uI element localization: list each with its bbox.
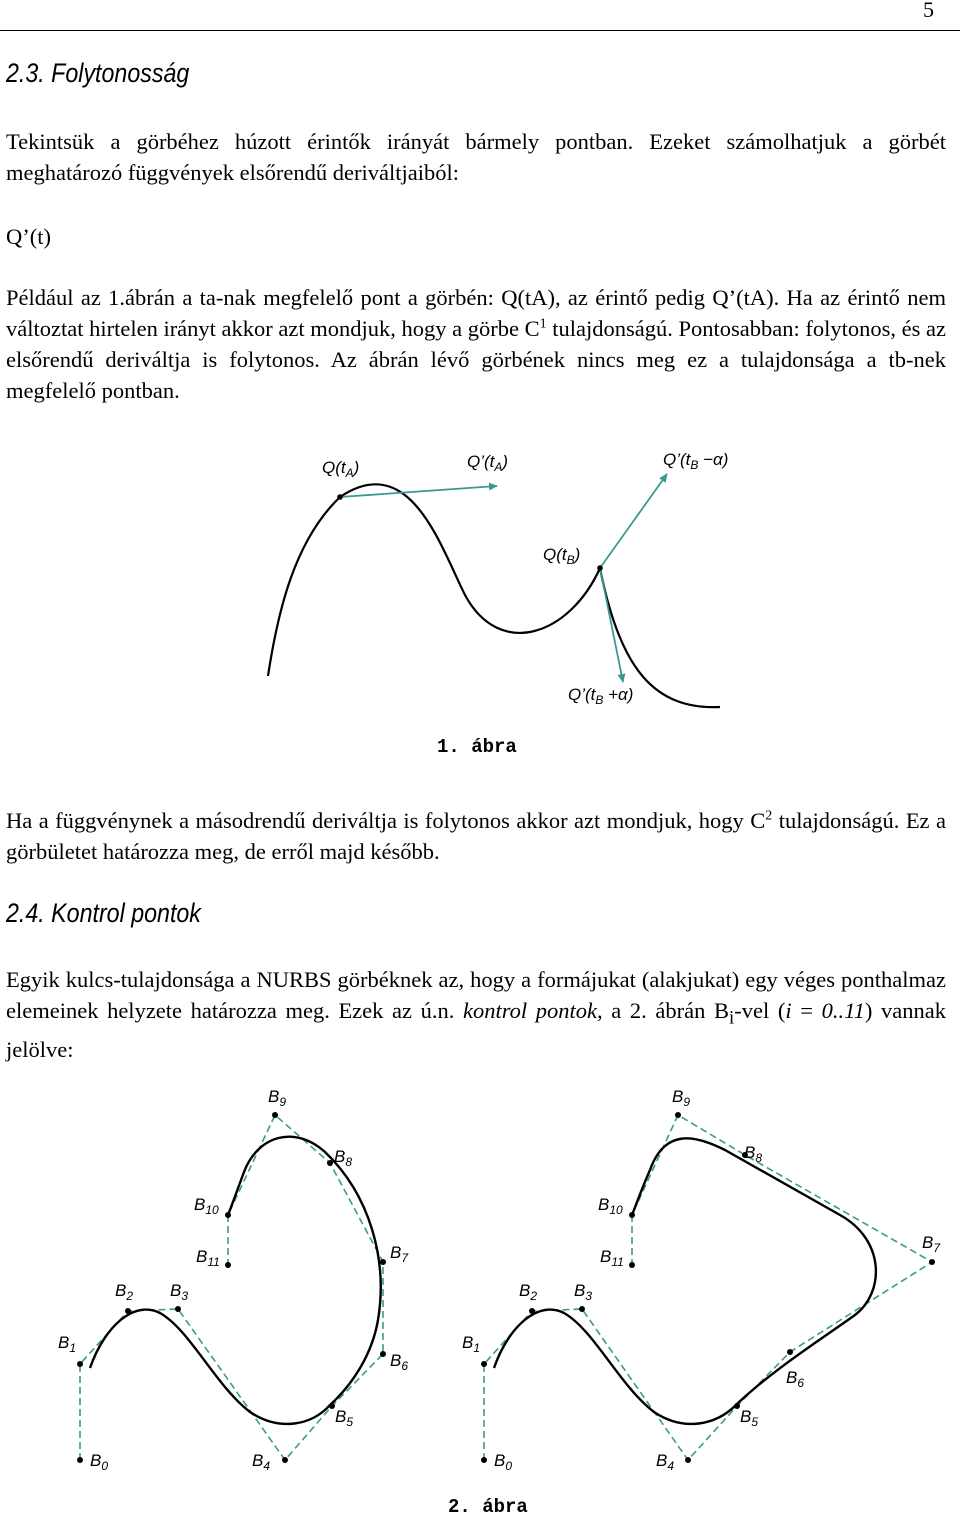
point-qtb: [597, 565, 603, 571]
label-b0-left: $B_0$: [90, 1451, 109, 1473]
label-b6-right: $B_6$: [786, 1368, 805, 1390]
label-b1-left: $B_1$: [58, 1333, 77, 1355]
label-b3-left: $B_3$: [170, 1281, 189, 1303]
nurbs-curve-right: [494, 1138, 876, 1424]
label-b3-right: $B_3$: [574, 1281, 593, 1303]
label-b6-left: $B_6$: [390, 1351, 409, 1373]
figure-1-curve-diagram: [200, 420, 760, 740]
label-b4-right: $B_4$: [656, 1451, 675, 1473]
label-b7-right: $B_7$: [922, 1233, 941, 1255]
label-b11-right: $B_{11}$: [600, 1247, 624, 1269]
paragraph-c1: Például az 1.ábrán a ta-nak megfelelő pont a görbén: Q(tA), az érintő pedig Q’(tA). Ha az érintő nem változtat hirtelen irányt akkor azt mondjuk, hogy a görbe $C^1$ tulajdonságú. Pontosabban: folytonos, és az elsőrendű deriváltja is folytonos. Az ábrán lévő görbének nincs meg ez a tulajdonsága a tb-nek megfelelő pontban.: [6, 285, 946, 403]
tangent-arrow-qta: [340, 486, 497, 497]
label-b11-left: $B_{11}$: [196, 1247, 220, 1269]
label-b9-left: $B_9$: [268, 1087, 287, 1109]
figure-2-control-points-diagram: [0, 1075, 960, 1495]
figure-2-caption: 2. ábra: [448, 1496, 528, 1518]
section-heading-control-points: 2.4. Kontrol pontok: [6, 898, 201, 928]
label-b7-left: $B_7$: [390, 1243, 409, 1265]
label-b2-right: $B_2$: [519, 1281, 538, 1303]
paragraph-tangents: Tekintsük a görbéhez húzott érintők irányát bármely pontban. Ezeket számolhatjuk a görbét meghatározó függvények elsőrendű deriváltjaiból:: [6, 129, 946, 185]
point-qta: [337, 494, 343, 500]
figure-2-right-panel: [462, 1087, 941, 1473]
header-rule: [0, 30, 960, 31]
label-b0-right: $B_0$: [494, 1451, 513, 1473]
paragraph-nurbs: Egyik kulcs-tulajdonsága a NURBS görbéknek az, hogy a formájukat (alakjukat) egy véges ponthalmaz elemeinek helyzete határozza meg. Ezek az ú.n. kontrol pontok, a 2. ábrán $B_i$-vel (i = 0..11) vannak jelölve:: [6, 967, 946, 1062]
figure-1-caption: 1. ábra: [437, 736, 517, 758]
label-b1-right: $B_1$: [462, 1333, 481, 1355]
page-number: 5: [923, 0, 934, 22]
label-b8-left: $B_8$: [334, 1147, 353, 1169]
curve-segment-a: [268, 484, 600, 676]
label-b9-right: $B_9$: [672, 1087, 691, 1109]
label-b2-left: $B_2$: [115, 1281, 134, 1303]
label-b4-left: $B_4$: [252, 1451, 271, 1473]
label-b10-right: $B_{10}$: [598, 1195, 623, 1217]
label-b8-right: $B_8$: [744, 1143, 763, 1165]
control-polygon-right: [484, 1115, 932, 1460]
tangent-arrow-qtb-plus: [600, 568, 623, 682]
label-b5-right: $B_5$: [740, 1407, 759, 1429]
label-dqtb-plus: $Q’(t_B +\alpha)$: [568, 685, 634, 707]
nurbs-curve-left: [90, 1137, 381, 1424]
label-b5-left: $B_5$: [335, 1407, 354, 1429]
label-qta: $Q(t_A)$: [322, 458, 360, 480]
label-dqtb-minus: $Q’(t_B -\alpha)$: [663, 450, 729, 472]
tangent-arrow-qtb-minus: [600, 474, 667, 568]
label-b10-left: $B_{10}$: [194, 1195, 219, 1217]
label-qtb: $Q(t_B)$: [543, 545, 581, 567]
paragraph-c2: Ha a függvénynek a másodrendű deriváltja is folytonos akkor azt mondjuk, hogy $C^2$ tulajdonságú. Ez a görbületet határozza meg, de erről majd később.: [6, 808, 947, 864]
section-heading-continuity: 2.3. Folytonosság: [6, 58, 190, 88]
formula-derivative: Q’(t): [6, 224, 51, 249]
figure-2-left-panel: [58, 1087, 409, 1473]
label-dqta: $Q’(t_A)$: [467, 452, 509, 474]
